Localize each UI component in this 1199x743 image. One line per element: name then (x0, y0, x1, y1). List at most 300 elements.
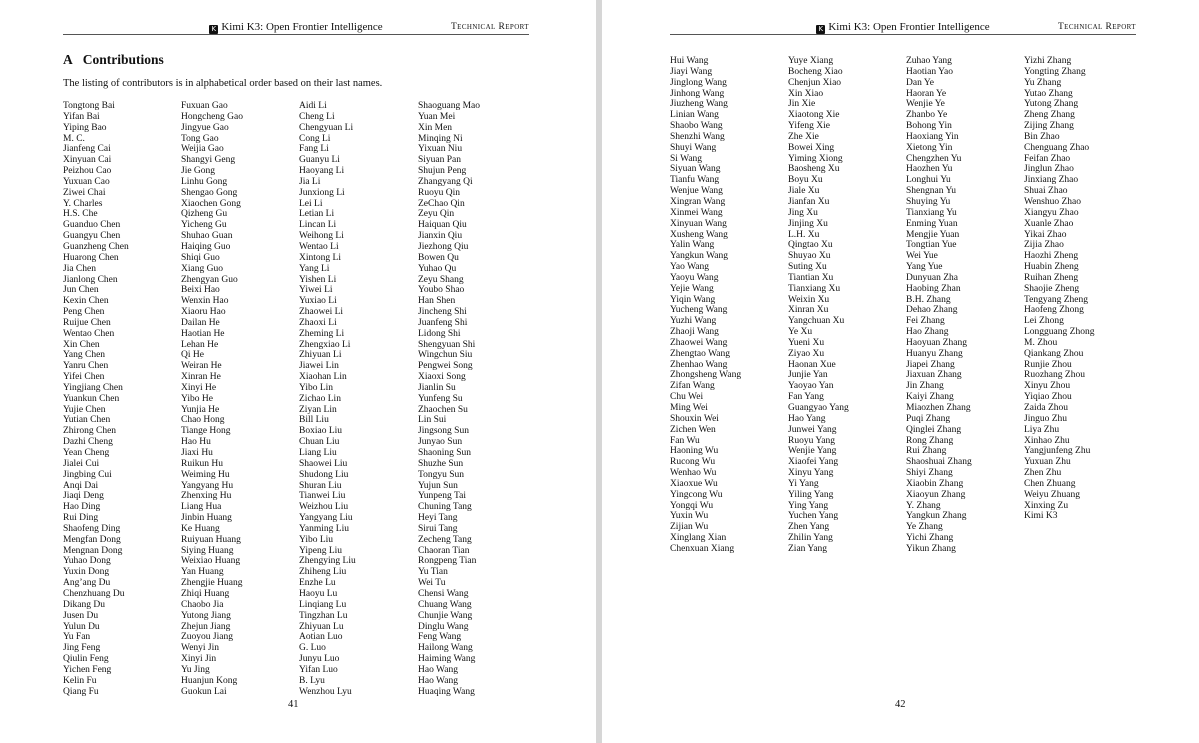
contributor-name: Zichao Lin (299, 393, 341, 404)
contributor-name: Wenzhou Lyu (299, 686, 352, 697)
contributor-name: Zhiyuan Lu (299, 621, 344, 632)
contributor-column (906, 56, 972, 555)
contributor-name: Tongyu Sun (418, 469, 465, 480)
contributor-name: Haoyuan Zhang (906, 337, 967, 348)
contributor-name: Hao Ding (63, 502, 101, 513)
contributor-name: Jiaxuan Zhang (906, 370, 962, 381)
contributor-name: Pengwei Song (418, 361, 473, 372)
contributor-name: Feng Wang (418, 632, 462, 643)
header-title: Kimi K3: Open Frontier Intelligence (221, 21, 383, 33)
contributor-name: Zhaoji Wang (670, 327, 719, 338)
contributor-name: Beixi Hao (181, 285, 220, 296)
contributor-name: Shengao Gong (181, 187, 238, 198)
contributor-name: Haonan Xue (788, 359, 836, 370)
contributor-name: Shiyi Zhang (906, 468, 953, 479)
contributor-name: Jiaqi Deng (63, 491, 104, 502)
contributor-name: Guanduo Chen (63, 220, 121, 231)
contributor-name: Yutian Chen (63, 415, 111, 426)
contributor-name: Weixiao Huang (181, 556, 241, 567)
contributor-name: Wei Tu (418, 578, 446, 589)
contributor-name: Dinglu Wang (418, 621, 469, 632)
contributor-name: Yunfeng Su (418, 393, 463, 404)
contributor-name: Ziyan Lin (299, 404, 337, 415)
contributor-name: B.H. Zhang (906, 294, 951, 305)
contributor-name: Xiaoru Hao (181, 307, 226, 318)
contributor-name: Weiming Hu (181, 469, 230, 480)
contributor-name: Chenzhuang Du (63, 588, 125, 599)
contributor-name: Boyu Xu (788, 175, 823, 186)
contributor-name: Linqiang Lu (299, 599, 347, 610)
contributor-name: Yi Yang (788, 478, 819, 489)
contributor-name: Tianfu Wang (670, 175, 720, 186)
contributor-name: Mengjie Yuan (906, 229, 960, 240)
contributor-name: Bill Liu (299, 415, 329, 426)
contributor-name: Junyu Luo (299, 654, 340, 665)
contributor-column (418, 101, 480, 697)
contributor-name: Yiqin Wang (670, 294, 716, 305)
contributor-name: Junxiong Li (299, 187, 345, 198)
contributor-name: Tiange Hong (181, 426, 231, 437)
contributor-name: Haobing Zhan (906, 283, 961, 294)
contributor-name: Wenjie Ye (906, 99, 945, 110)
contributor-name: Ruijue Chen (63, 317, 111, 328)
contributor-name: Siyuan Wang (670, 164, 721, 175)
contributor-name: Kaiyi Zhang (906, 392, 954, 403)
contributor-name: Haofeng Zhong (1024, 305, 1084, 316)
contributor-name: Haoning Wu (670, 446, 719, 457)
contributor-name: Bin Zhao (1024, 131, 1060, 142)
contributor-name: G. Luo (299, 643, 326, 654)
contributor-name: Shiqi Guo (181, 252, 220, 263)
contributor-name: Wei Yue (906, 251, 938, 262)
contributor-name: Chunjie Wang (418, 610, 473, 621)
contributor-name: Bohong Yin (906, 121, 952, 132)
contributor-name: Yan Huang (181, 567, 224, 578)
contributor-name: Shaojie Zheng (1024, 283, 1080, 294)
contributor-name: Yang Li (299, 263, 330, 274)
contributor-name: Yunpeng Tai (418, 491, 466, 502)
header-label: Technical Report (1057, 22, 1136, 32)
contributor-name: Wenjie Yang (788, 446, 837, 457)
contributor-name: Shaoshuai Zhang (906, 457, 972, 468)
contributor-name: Yiming Xiong (788, 153, 843, 164)
contributor-name: Xiang Guo (181, 263, 223, 274)
contributor-name: Guangyu Chen (63, 231, 121, 242)
contributor-name: Hao Zhang (906, 327, 949, 338)
contributor-name: Haotian He (181, 328, 225, 339)
contributor-name: Yiwei Li (299, 285, 333, 296)
contributor-name: Xusheng Wang (670, 229, 728, 240)
contributor-name: Junwei Yang (788, 424, 837, 435)
contributor-name: Yibo Liu (299, 534, 334, 545)
contributor-name: Shouxin Wei (670, 413, 719, 424)
contributor-name: Yejie Wang (670, 283, 714, 294)
contributor-name: Xin Chen (63, 339, 100, 350)
contributor-name: Fei Zhang (906, 316, 945, 327)
contributor-name: Yu Jing (181, 664, 210, 675)
contributor-name: Tianxiang Xu (788, 283, 841, 294)
contributor-name: Linian Wang (670, 110, 719, 121)
contributor-name: Haiquan Qiu (418, 220, 467, 231)
contributor-name: Jialei Cui (63, 458, 100, 469)
contributor-name: Jin Zhang (906, 381, 944, 392)
contributor-name: Ye Xu (788, 327, 813, 338)
contributor-name: Yuxiao Li (299, 296, 337, 307)
contributor-name: Yutao Zhang (1024, 88, 1073, 99)
contributor-name: Jinbin Huang (181, 513, 232, 524)
contributor-name: Zuoyou Jiang (181, 632, 233, 643)
contributor-name: Yiping Bao (63, 122, 107, 133)
contributor-name: Xin Men (418, 122, 453, 133)
contributor-name: Y. Zhang (906, 500, 941, 511)
contributor-name: Yicheng Gu (181, 220, 227, 231)
contributor-name: Yizhi Zhang (1024, 56, 1072, 66)
contributor-name: Longhui Yu (906, 175, 951, 186)
contributor-name: Zhenhao Wang (670, 359, 728, 370)
contributor-name: Jianxin Qiu (418, 231, 463, 242)
contributor-name: Guokun Lai (181, 686, 227, 697)
contributor-name: Jianfan Xu (788, 196, 830, 207)
contributor-name: Zhanbo Ye (906, 110, 948, 121)
contributor-name: Xinyuan Wang (670, 218, 727, 229)
contributor-name: Yiling Yang (788, 489, 834, 500)
contributor-name: Liya Zhu (1024, 424, 1060, 435)
contributor-name: Zhangyang Qi (418, 176, 473, 187)
contributor-name: Zijing Zhang (1024, 121, 1074, 132)
contributor-name: Mengnan Dong (63, 545, 123, 556)
contributor-name: Xiaofei Yang (788, 457, 839, 468)
contributor-name: Yangchuan Xu (788, 316, 845, 327)
contributor-name: Yujie Chen (63, 404, 106, 415)
contributor-name: Siyuan Pan (418, 155, 462, 166)
contributor-name: Dan Ye (906, 77, 934, 88)
contributor-name: Miaozhen Zhang (906, 403, 971, 413)
contributor-name: Rongpeng Tian (418, 556, 477, 567)
contributor-name: Hui Wang (670, 56, 709, 66)
contributor-name: Tongtong Bai (63, 101, 115, 111)
contributor-name: Shengnan Yu (906, 186, 957, 197)
contributor-name: Bocheng Xiao (788, 66, 843, 77)
contributor-name: Lin Sui (418, 415, 447, 426)
contributor-name: Haoran Ye (906, 88, 947, 99)
contributor-name: Yuxuan Cao (63, 176, 110, 187)
contributor-name: Junyao Sun (418, 437, 463, 448)
contributor-name: Shuyi Wang (670, 142, 717, 153)
contributor-name: Hongcheng Gao (181, 111, 243, 122)
contributor-name: Zheng Zhang (1024, 110, 1075, 121)
contributor-name: Tingzhan Lu (299, 610, 348, 621)
contributor-name: Jun Chen (63, 285, 99, 296)
contributor-name: Zhaowei Wang (670, 337, 728, 348)
contributor-name: Tianwei Liu (299, 491, 346, 502)
contributor-name: Xinyu Yang (788, 468, 834, 479)
contributor-name: Zhengtao Wang (670, 348, 731, 359)
contributor-name: H.S. Che (63, 209, 98, 220)
contributor-name: Xinxing Zu (1024, 500, 1069, 511)
contributor-name: Yikai Zhao (1024, 229, 1067, 240)
contributor-name: Dehao Zhang (906, 305, 958, 316)
contributor-name: Juanfeng Shi (418, 317, 468, 328)
contributor-name: Zheming Li (299, 328, 345, 339)
contributor-name: Weizhou Liu (299, 502, 349, 513)
contributor-name: Yingcong Wu (670, 489, 723, 500)
contributor-name: Yangjunfeng Zhu (1024, 446, 1091, 457)
contributor-name: Shaoguang Mao (418, 101, 481, 111)
contributor-name: Chensi Wang (418, 588, 469, 599)
contributor-name: M. Zhou (1024, 337, 1058, 348)
contributor-name: Dikang Du (63, 599, 105, 610)
contributor-name: Yongting Zhang (1024, 66, 1086, 77)
contributor-name: Yuhao Qu (418, 263, 457, 274)
contributor-name: Chu Wei (670, 392, 704, 403)
contributor-name: Jinglong Wang (670, 77, 727, 88)
contributor-name: Huanyu Zhang (906, 348, 963, 359)
contributor-name: Jiale Xu (788, 186, 820, 197)
contributor-name: Yichi Zhang (906, 533, 954, 544)
contributor-name: Yangkun Wang (670, 251, 729, 262)
contributor-name: Yuye Xiang (788, 56, 834, 66)
contributor-name: Hailong Wang (418, 643, 473, 654)
contributor-name: Zhaowei Li (299, 307, 344, 318)
contributor-name: Tiantian Xu (788, 272, 834, 283)
contributor-name: Zhengyan Guo (181, 274, 238, 285)
contributor-name: Yangyang Hu (181, 480, 234, 491)
contributor-name: Dunyuan Zha (906, 272, 958, 283)
contributor-name: Zhiheng Liu (299, 567, 347, 578)
contributor-name: Yuchen Yang (788, 511, 839, 522)
contributor-name: Yuhao Dong (63, 556, 111, 567)
contributor-name: Wingchun Siu (418, 350, 473, 361)
contributor-name: Ruozhang Zhou (1024, 370, 1085, 381)
contributor-name: Ruiyuan Huang (181, 534, 241, 545)
contributor-name: Yujun Sun (418, 480, 458, 491)
contributor-name: Ang’ang Du (63, 578, 111, 589)
contributor-name: Yipeng Liu (299, 545, 343, 556)
contributor-name: Youbo Shao (418, 285, 465, 296)
contributor-name: Yao Wang (670, 262, 710, 273)
contributor-name: Zhongsheng Wang (670, 370, 742, 381)
contributor-name: Yueni Xu (788, 337, 825, 348)
contributor-name: Jia Li (299, 176, 321, 187)
contributor-name: Shuyao Xu (788, 251, 831, 262)
page-left (0, 0, 596, 743)
contributor-name: Ruihan Zheng (1024, 272, 1079, 283)
contributor-name: Xiaoxue Wu (670, 478, 718, 489)
contributor-name: Zhejun Jiang (181, 621, 231, 632)
contributor-name: Lei Li (299, 198, 323, 209)
contributor-name: Jin Xie (788, 99, 816, 110)
section-heading: Contributions (82, 52, 164, 67)
contributor-name: Liang Liu (299, 448, 337, 458)
contributor-name: Zhirong Chen (63, 426, 117, 437)
contributor-name: Xiaochen Gong (181, 198, 241, 209)
contributor-name: Jincheng Shi (418, 307, 467, 318)
contributor-name: Xinyu Zhou (1024, 381, 1071, 392)
contributor-name: Yulun Du (63, 621, 100, 632)
contributor-name: Boxiao Liu (299, 426, 343, 437)
contributor-name: Yikun Zhang (906, 543, 956, 554)
contributor-name: Qiankang Zhou (1024, 348, 1084, 359)
contributor-name: Jianfeng Cai (63, 144, 111, 155)
contributor-name: Yang Chen (63, 350, 106, 361)
contributor-name: Jie Gong (181, 166, 216, 177)
contributor-name: Zuhao Yang (906, 56, 952, 66)
contributor-name: Runjie Zhou (1024, 359, 1072, 370)
contributor-name: Bowen Qu (418, 252, 459, 263)
contributor-name: Chuan Liu (299, 437, 340, 448)
contributor-name: Zijia Zhao (1024, 240, 1064, 251)
contributor-name: Aidi Li (299, 101, 327, 111)
contributor-name: Yuxin Dong (63, 567, 110, 578)
contributor-name: Tengyang Zheng (1024, 294, 1088, 305)
contributor-name: Weiyu Zhuang (1024, 489, 1080, 500)
contributor-name: Yiqiao Zhou (1024, 392, 1072, 403)
contributor-name: Jianlong Chen (63, 274, 118, 285)
contributor-name: Cong Li (299, 133, 331, 144)
contributor-name: Yongqi Wu (670, 500, 714, 511)
contributor-name: Shuai Zhao (1024, 186, 1068, 197)
contributor-name: Ziyao Xu (788, 348, 825, 359)
contributor-name: Yixuan Niu (418, 144, 463, 155)
contributor-name: Xuanle Zhao (1024, 218, 1074, 229)
contributor-name: Wenshuo Zhao (1024, 196, 1082, 207)
contributor-name: Jiezhong Qiu (418, 241, 469, 252)
contributor-name: Xinyuan Cai (63, 155, 112, 166)
contributor-name: Kimi K3 (1024, 511, 1058, 522)
contributor-name: Guanzheng Chen (63, 241, 129, 252)
contributor-name: Zhen Yang (788, 522, 830, 533)
contributor-name: Jiayi Wang (670, 66, 713, 77)
contributor-name: Anqi Dai (63, 480, 99, 491)
contributor-name: Ruoyu Qin (418, 187, 460, 198)
contributor-name: Yanru Chen (63, 361, 109, 372)
contributor-name: Ke Huang (181, 523, 220, 534)
contributor-name: Shuhao Guan (181, 231, 233, 242)
contributor-name: Cheng Li (299, 111, 335, 122)
contributor-name: Chengzhen Yu (906, 153, 962, 164)
contributor-name: Yu Zhang (1024, 77, 1062, 88)
contributor-name: Shuran Liu (299, 480, 342, 491)
contributor-name: Ruoyu Yang (788, 435, 835, 446)
kimi-logo-icon: K (816, 25, 825, 34)
contributor-name: Xiaotong Xie (788, 110, 840, 121)
contributor-name: Jiawei Lin (299, 361, 339, 372)
contributor-name: Y. Charles (63, 198, 103, 209)
contributor-name: Jusen Du (63, 610, 99, 621)
contributor-name: Guanyu Li (299, 155, 340, 166)
contributor-name: Ying Yang (788, 500, 829, 511)
contributor-name: Xingran Wang (670, 196, 726, 207)
contributor-name: Yifan Luo (299, 664, 338, 675)
contributor-name: Chaoran Tian (418, 545, 470, 556)
contributor-column (788, 56, 849, 555)
contributor-name: Zhilin Yang (788, 533, 833, 544)
contributor-name: ZeChao Qin (418, 198, 465, 209)
contributor-name: Ruikun Hu (181, 458, 223, 469)
contributor-name: Xinhao Zhu (1024, 435, 1070, 446)
contributor-name: Shenzhi Wang (670, 131, 725, 142)
contributor-name: Xiaoyun Zhang (906, 489, 966, 500)
contributor-name: Bowei Xing (788, 142, 835, 153)
contributor-name: Yalin Wang (670, 240, 715, 251)
contributor-name: Yutong Jiang (181, 610, 231, 621)
contributor-name: Yibo Lin (299, 382, 334, 393)
contributor-name: Dazhi Cheng (63, 437, 113, 448)
contributor-name: Tongtian Yue (906, 240, 957, 251)
contributor-name: Linhu Gong (181, 176, 228, 187)
contributor-name: Xinmei Wang (670, 207, 723, 218)
contributor-name: Lei Zhong (1024, 316, 1064, 327)
contributor-name: Shengyuan Shi (418, 339, 476, 350)
contributor-name: Xiaohan Lin (299, 372, 347, 383)
contributor-name: Chuning Tang (418, 502, 472, 513)
contributor-name: Jing Xu (788, 207, 818, 218)
contributor-name: Jinxiang Zhao (1024, 175, 1079, 186)
contributor-name: Ziwei Chai (63, 187, 106, 198)
kimi-logo-icon: K (209, 25, 218, 34)
contributor-name: Rong Zhang (906, 435, 954, 446)
section-number: A (63, 52, 73, 67)
contributor-name: Haoyang Li (299, 166, 345, 177)
contributor-name: Jianlin Su (418, 382, 456, 393)
contributor-name: Ming Wei (670, 403, 708, 413)
contributor-name: Fang Li (299, 144, 329, 155)
contributor-name: Baosheng Xu (788, 164, 840, 175)
contributor-name: Enming Yuan (906, 218, 958, 229)
contributor-name: Yaoyao Yan (788, 381, 834, 392)
contributor-name: Qiang Fu (63, 686, 99, 697)
contributor-name: Jing Feng (63, 643, 101, 654)
contributor-name: Haiqing Guo (181, 241, 231, 252)
contributor-name: Enzhe Lu (299, 578, 336, 589)
contributor-name: Shudong Liu (299, 469, 349, 480)
contributor-name: Jingsong Sun (418, 426, 469, 437)
contributor-name: Yuankun Chen (63, 393, 120, 404)
contributor-name: Weixin Xu (788, 294, 830, 305)
contributor-name: Haoxiang Yin (906, 131, 959, 142)
contributor-column (299, 101, 356, 697)
contributor-name: Chengyuan Li (299, 122, 354, 133)
contributor-name: Longguang Zhong (1024, 327, 1095, 338)
contributor-name: Hao Wang (418, 675, 458, 686)
contributor-name: Jinglun Zhao (1024, 164, 1074, 175)
contributor-name: Chen Zhuang (1024, 478, 1076, 489)
contributor-name: Aotian Luo (299, 632, 343, 643)
contributor-name: Xinyi He (181, 382, 217, 393)
contributor-name: Junjie Yan (788, 370, 828, 381)
contributor-name: Lidong Shi (418, 328, 461, 339)
contributor-name: Shuzhe Sun (418, 458, 464, 469)
contributor-name: Fuxuan Gao (181, 101, 228, 111)
contributor-name: Chaobo Jia (181, 599, 224, 610)
contributor-name: Xiangyu Zhao (1024, 207, 1079, 218)
contributor-name: Zhengying Liu (299, 556, 356, 567)
contributor-name: Weihong Li (299, 231, 344, 242)
contributor-name: Yuan Mei (418, 111, 456, 122)
contributor-name: Mengfan Dong (63, 534, 121, 545)
contributor-name: Yuxuan Zhu (1024, 457, 1071, 468)
contributor-name: Yichen Feng (63, 664, 112, 675)
contributor-name: Wenxin Hao (181, 296, 229, 307)
contributor-name: Zhenxing Hu (181, 491, 232, 502)
contributor-name: Yifei Chen (63, 372, 105, 383)
contributor-name: Xintong Li (299, 252, 341, 263)
contributor-name: Huarong Chen (63, 252, 119, 263)
contributor-name: Zaida Zhou (1024, 403, 1069, 413)
contributor-name: Letian Li (299, 209, 335, 220)
contributor-name: Xiaoxi Song (418, 372, 466, 383)
contributor-name: Zichen Wen (670, 424, 716, 435)
